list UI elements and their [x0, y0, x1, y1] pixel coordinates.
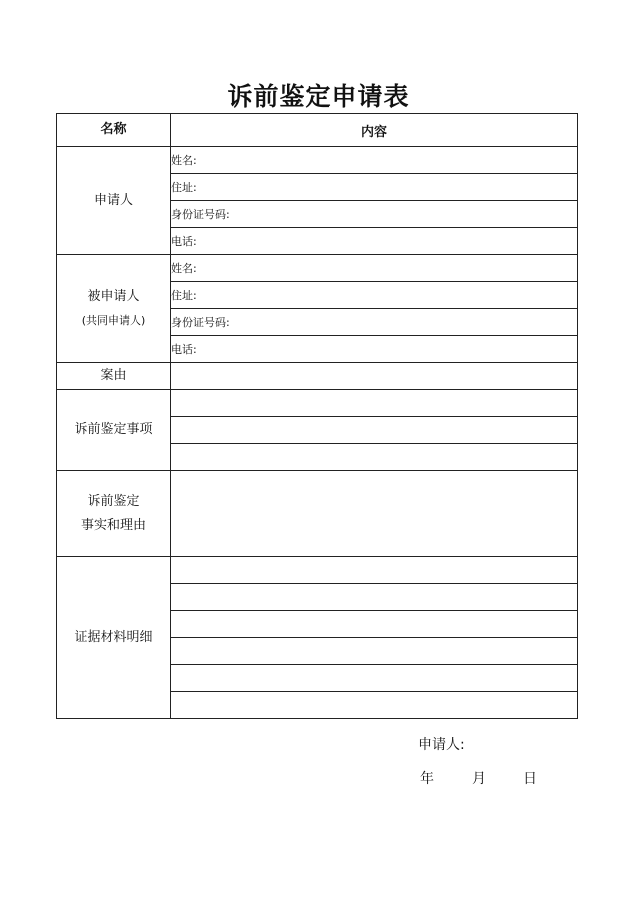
header-content: 内容 — [171, 114, 578, 147]
appraisal-matters-line[interactable] — [171, 417, 578, 444]
signature-applicant-label: 申请人: — [418, 737, 465, 753]
facts-reasons-label-line1: 诉前鉴定 — [87, 493, 140, 509]
applicant-row — [57, 147, 578, 174]
applicant-label: 申请人 — [57, 147, 171, 255]
case-reason-row — [57, 363, 578, 390]
case-reason-field[interactable] — [171, 363, 578, 390]
evidence-line[interactable] — [171, 638, 578, 665]
applicant-id-field[interactable]: 身份证号码: — [171, 201, 578, 228]
facts-reasons-label-cell — [57, 471, 171, 557]
appraisal-matters-line[interactable] — [171, 390, 578, 417]
respondent-label: 被申请人 — [87, 288, 140, 304]
evidence-label: 证据材料明细 — [57, 557, 171, 719]
date-day-label: 日 — [523, 771, 537, 787]
evidence-line[interactable] — [171, 611, 578, 638]
appraisal-matters-line[interactable] — [171, 444, 578, 471]
applicant-address-field[interactable]: 住址: — [171, 174, 578, 201]
appraisal-matters-row — [57, 390, 578, 417]
applicant-name-field[interactable]: 姓名: — [171, 147, 578, 174]
form-title: 诉前鉴定申请表 — [227, 82, 410, 111]
respondent-sublabel: (共同申请人) — [81, 313, 146, 327]
evidence-line[interactable] — [171, 584, 578, 611]
applicant-phone-field[interactable]: 电话: — [171, 228, 578, 255]
facts-reasons-row — [57, 471, 578, 557]
table-header-row — [57, 114, 578, 147]
appraisal-matters-label: 诉前鉴定事项 — [57, 390, 171, 471]
respondent-address-field[interactable]: 住址: — [171, 282, 578, 309]
case-reason-label: 案由 — [57, 363, 171, 390]
facts-reasons-label-line2: 事实和理由 — [80, 517, 146, 533]
respondent-name-field[interactable]: 姓名: — [171, 255, 578, 282]
date-month-label: 月 — [472, 771, 486, 787]
respondent-id-field[interactable]: 身份证号码: — [171, 309, 578, 336]
date-year-label: 年 — [420, 771, 434, 787]
respondent-phone-field[interactable]: 电话: — [171, 336, 578, 363]
respondent-label-cell — [57, 255, 171, 363]
evidence-line[interactable] — [171, 692, 578, 719]
facts-reasons-field[interactable] — [171, 471, 578, 557]
application-form-table — [56, 113, 578, 719]
evidence-row — [57, 557, 578, 584]
evidence-line[interactable] — [171, 665, 578, 692]
evidence-line[interactable] — [171, 557, 578, 584]
header-name: 名称 — [57, 114, 171, 147]
respondent-row — [57, 255, 578, 282]
